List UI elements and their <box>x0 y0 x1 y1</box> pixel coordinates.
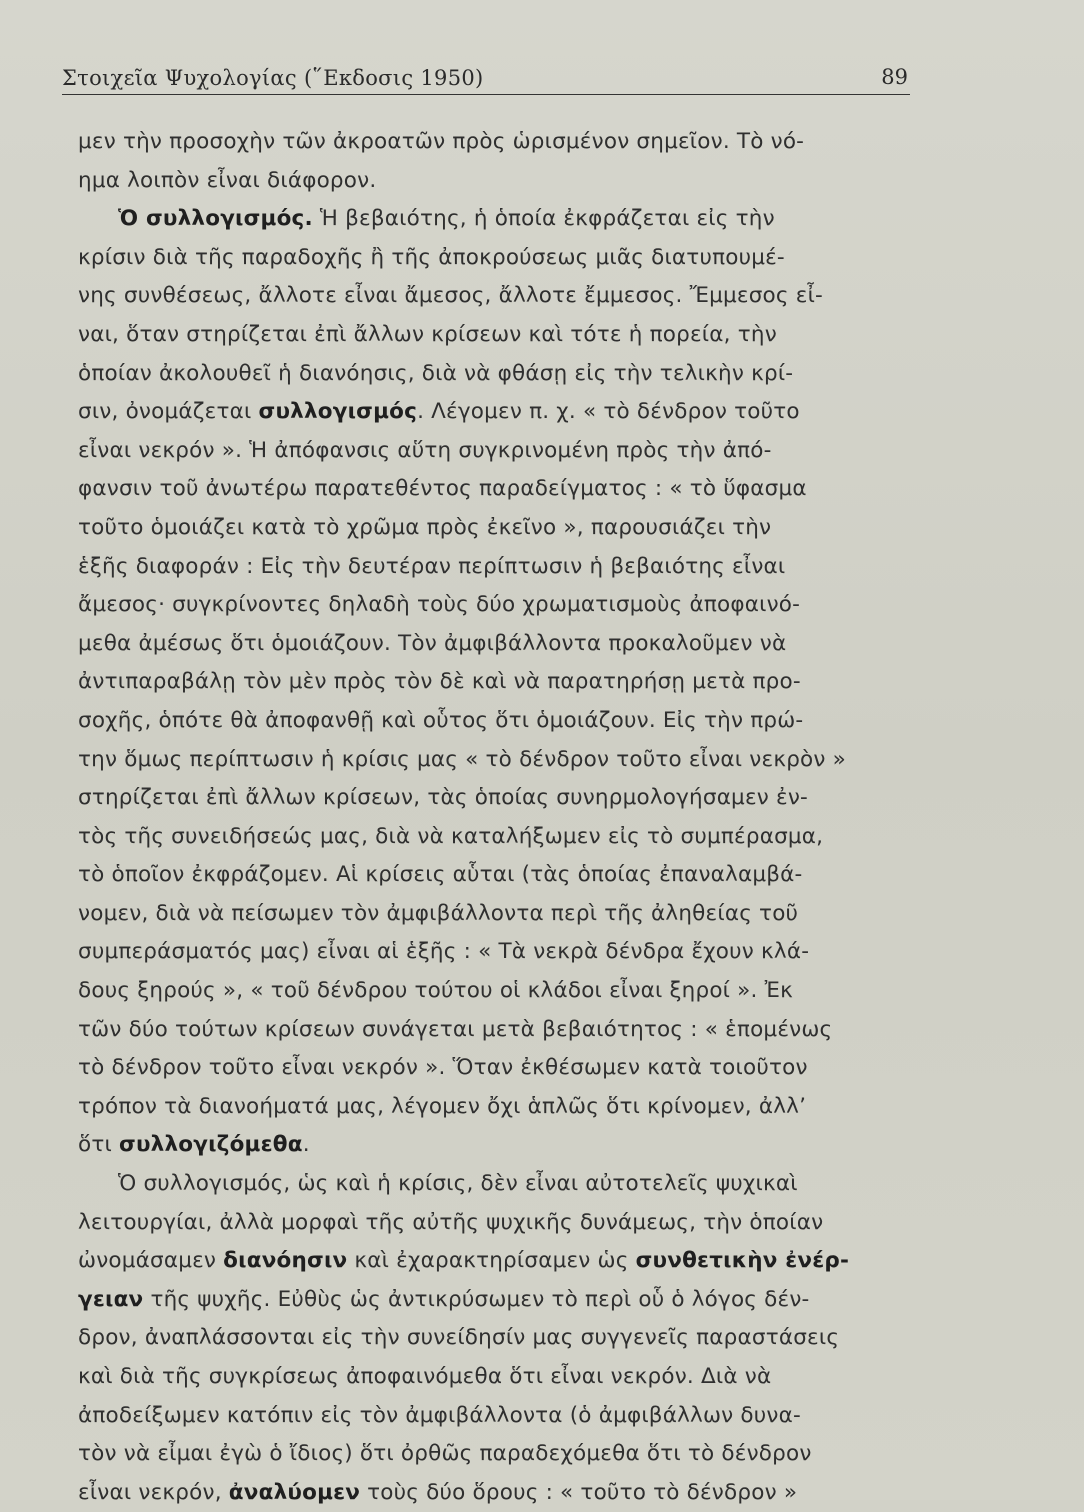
text-line: δους ξηρούς », « τοῦ δένδρου τούτου οἱ κλάδοι εἶναι ξηροί ». Ἐκ <box>78 978 793 1004</box>
text-line: εἶναι νεκρόν ». Ἡ ἀπόφανσις αὕτη συγκρινομένη πρὸς τὴν ἀπό- <box>78 437 772 463</box>
bold-term: συλλογισμός <box>258 399 418 425</box>
text-line <box>78 1126 923 1165</box>
running-title: Στοιχεῖα Ψυχολογίας (῞Εκδοσις 1950) <box>62 66 484 90</box>
bold-term: ἀναλύομεν <box>228 1479 361 1505</box>
text-line <box>78 1474 923 1512</box>
line-segment: καὶ ἐχαρακτηρίσαμεν ὡς <box>347 1248 636 1274</box>
text-line: τὸν νὰ εἶμαι ἐγὼ ὁ ἴδιος) ὅτι ὀρθῶς παραδεχόμεθα ὅτι τὸ δένδρον <box>78 1441 812 1467</box>
text-line: τῶν δύο τούτων κρίσεων συνάγεται μετὰ βεβαιότητος : « ἑπομένως <box>78 1016 833 1042</box>
line-segment: . <box>302 1132 310 1158</box>
line-segment: ὅτι <box>78 1132 120 1158</box>
text-line: σοχῆς, ὁπότε θὰ ἀποφανθῇ καὶ οὗτος ὅτι ὁμοιάζουν. Εἰς τὴν πρώ- <box>78 707 804 733</box>
text-line: ὁποίαν ἀκολουθεῖ ἡ διανόησις, διὰ νὰ φθάσῃ εἰς τὴν τελικὴν κρί- <box>78 360 794 386</box>
body-text <box>78 123 923 1512</box>
text-line: ἀποδείξωμεν κατόπιν εἰς τὸν ἀμφιβάλλοντα (ὁ ἀμφιβάλλων δυνα- <box>78 1402 801 1428</box>
text-line: τοῦτο ὁμοιάζει κατὰ τὸ χρῶμα πρὸς ἐκεῖνο », παρουσιάζει τὴν <box>78 514 772 540</box>
text-line <box>78 200 923 239</box>
bold-term: γειαν <box>78 1286 144 1312</box>
text-line: τρόπον τὰ διανοήματά μας, λέγομεν ὄχι ἁπλῶς ὅτι κρίνομεν, ἀλλ’ <box>78 1093 807 1119</box>
line-segment: . Λέγομεν π. χ. « τὸ δένδρον τοῦτο <box>417 399 800 425</box>
section-heading: Ὁ συλλογισμός. <box>118 206 313 232</box>
line-segment: ὠνομάσαμεν <box>78 1248 224 1274</box>
text-line: νης συνθέσεως, ἄλλοτε εἶναι ἄμεσος, ἄλλοτε ἔμμεσος. Ἔμμεσος εἶ- <box>78 283 824 309</box>
text-line: στηρίζεται ἐπὶ ἄλλων κρίσεων, τὰς ὁποίας συνηρμολογήσαμεν ἐν- <box>78 785 808 811</box>
text-line: τὸς τῆς συνειδήσεώς μας, διὰ νὰ καταλήξωμεν εἰς τὸ συμπέρασμα, <box>78 823 824 849</box>
page-number: 89 <box>881 65 908 89</box>
text-line: μεθα ἀμέσως ὅτι ὁμοιάζουν. Τὸν ἀμφιβάλλοντα προκαλοῦμεν νὰ <box>78 630 787 656</box>
text-line: μεν τὴν προσοχὴν τῶν ἀκροατῶν πρὸς ὡρισμένον σημεῖον. Τὸ νό- <box>78 129 805 154</box>
text-line: λειτουργίαι, ἀλλὰ μορφαὶ τῆς αὐτῆς ψυχικῆς δυνάμεως, τὴν ὁποίαν <box>78 1209 824 1235</box>
text-line: την ὅμως περίπτωσιν ἡ κρίσις μας « τὸ δένδρον τοῦτο εἶναι νεκρὸν » <box>78 746 847 772</box>
text-line: δρον, ἀναπλάσσονται εἰς τὴν συνείδησίν μας συγγενεῖς παραστάσεις <box>78 1325 840 1351</box>
text-line: συμπεράσματός μας) εἶναι αἱ ἑξῆς : « Τὰ νεκρὰ δένδρα ἔχουν κλά- <box>78 939 810 965</box>
text-line <box>78 1281 923 1320</box>
text-line: κρίσιν διὰ τῆς παραδοχῆς ἢ τῆς ἀποκρούσεως μιᾶς διατυπουμέ- <box>78 244 785 270</box>
text-line: ναι, ὅταν στηρίζεται ἐπὶ ἄλλων κρίσεων καὶ τότε ἡ πορεία, τὴν <box>78 321 777 347</box>
text-line: ἑξῆς διαφοράν : Εἰς τὴν δευτέραν περίπτωσιν ἡ βεβαιότης εἶναι <box>78 553 786 579</box>
line-segment: Ἡ βεβαιότης, ἡ ὁποία ἐκφράζεται εἰς τὴν <box>312 206 775 232</box>
bold-term: συλλογιζόμεθα <box>119 1132 303 1158</box>
text-line: φανσιν τοῦ ἀνωτέρω παρατεθέντος παραδείγματος : « τὸ ὕφασμα <box>78 476 807 502</box>
line-segment: σιν, ὀνομάζεται <box>78 399 259 425</box>
text-line <box>78 393 923 432</box>
text-line: τὸ ὁποῖον ἐκφράζομεν. Αἱ κρίσεις αὗται (τὰς ὁποίας ἐπαναλαμβά- <box>78 862 803 888</box>
line-segment: τῆς ψυχῆς. Εὐθὺς ὡς ἀντικρύσωμεν τὸ περὶ οὗ ὁ λόγος δέν- <box>143 1286 810 1312</box>
text-line: ημα λοιπὸν εἶναι διάφορον. <box>78 167 377 193</box>
bold-term: συνθετικὴν ἐνέρ- <box>635 1248 850 1274</box>
text-line: ἀντιπαραβάλῃ τὸν μὲν πρὸς τὸν δὲ καὶ νὰ παρατηρήσῃ μετὰ προ- <box>78 669 801 695</box>
text-line: καὶ διὰ τῆς συγκρίσεως ἀποφαινόμεθα ὅτι εἶναι νεκρόν. Διὰ νὰ <box>78 1364 772 1389</box>
text-line: νομεν, διὰ νὰ πείσωμεν τὸν ἀμφιβάλλοντα περὶ τῆς ἀληθείας τοῦ <box>78 900 799 926</box>
bold-term: διανόησιν <box>223 1248 348 1274</box>
running-header <box>62 62 910 95</box>
text-line: Ὁ συλλογισμός, ὡς καὶ ἡ κρίσις, δὲν εἶναι αὐτοτελεῖς ψυχικαὶ <box>118 1171 798 1197</box>
text-line <box>78 1242 923 1281</box>
text-line: ἄμεσος· συγκρίνοντες δηλαδὴ τοὺς δύο χρωματισμοὺς ἀποφαινό- <box>78 592 801 618</box>
text-line: τὸ δένδρον τοῦτο εἶναι νεκρόν ». Ὅταν ἐκθέσωμεν κατὰ τοιοῦτον <box>78 1055 808 1081</box>
line-segment: τοὺς δύο ὅρους : « τοῦτο τὸ δένδρον » <box>360 1479 798 1505</box>
line-segment: εἶναι νεκρόν, <box>78 1479 229 1505</box>
